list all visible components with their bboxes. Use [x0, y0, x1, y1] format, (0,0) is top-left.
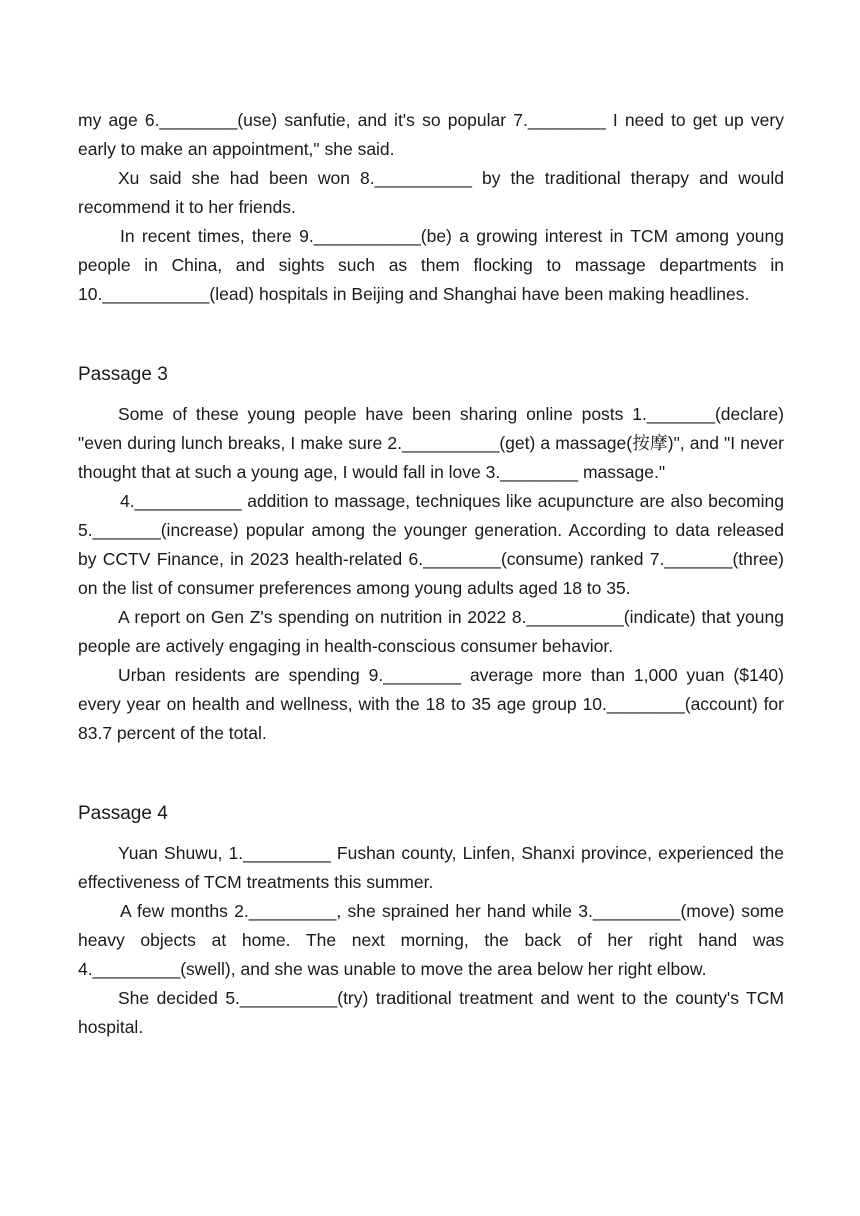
passage4-heading: Passage 4 [78, 803, 168, 824]
document-page [78, 106, 784, 1042]
passage2-paragraph-3: In recent times, there 9.___________(be) a growing interest in TCM among young people in China, and sights such as them flocking to massage departments in 10.___________(lead) hospitals in Beijing and Shanghai have been making headlines. [78, 226, 784, 304]
passage3-paragraph-1: Some of these young people have been sharing online posts 1._______(declare) "even during lunch breaks, I make sure 2.__________(get) a massage(按摩)", and "I never thought that at such a young age, I would fall in love 3.________ massage." [78, 404, 784, 482]
passage2-paragraph-2: Xu said she had been won 8.__________ by the traditional therapy and would recommend it to her friends. [78, 168, 784, 217]
passage3-paragraph-3: A report on Gen Z's spending on nutrition in 2022 8.__________(indicate) that young people are actively engaging in health-conscious consumer behavior. [78, 607, 784, 656]
passage3-paragraph-2: 4.___________ addition to massage, techniques like acupuncture are also becoming 5._______(increase) popular among the younger generation. According to data released by CCTV Finance, in 2023 health-related 6.________(consume) ranked 7._______(three) on the list of consumer preferences among young adults aged 18 to 35. [78, 491, 784, 598]
passage3-paragraph-4: Urban residents are spending 9.________ average more than 1,000 yuan ($140) every year on health and wellness, with the 18 to 35 age group 10.________(account) for 83.7 percent of the total. [78, 665, 784, 743]
passage2-paragraph-1: my age 6.________(use) sanfutie, and it's so popular 7.________ I need to get up very early to make an appointment," she said. [78, 110, 784, 159]
passage3-heading: Passage 3 [78, 364, 168, 385]
passage4-paragraph-3: She decided 5.__________(try) traditional treatment and went to the county's TCM hospital. [78, 988, 784, 1037]
passage4-paragraph-1: Yuan Shuwu, 1._________ Fushan county, Linfen, Shanxi province, experienced the effectiveness of TCM treatments this summer. [78, 843, 784, 892]
passage4-paragraph-2: A few months 2._________, she sprained her hand while 3._________(move) some heavy objects at home. The next morning, the back of her right hand was 4._________(swell), and she was unable to move the area below her right elbow. [78, 901, 784, 979]
